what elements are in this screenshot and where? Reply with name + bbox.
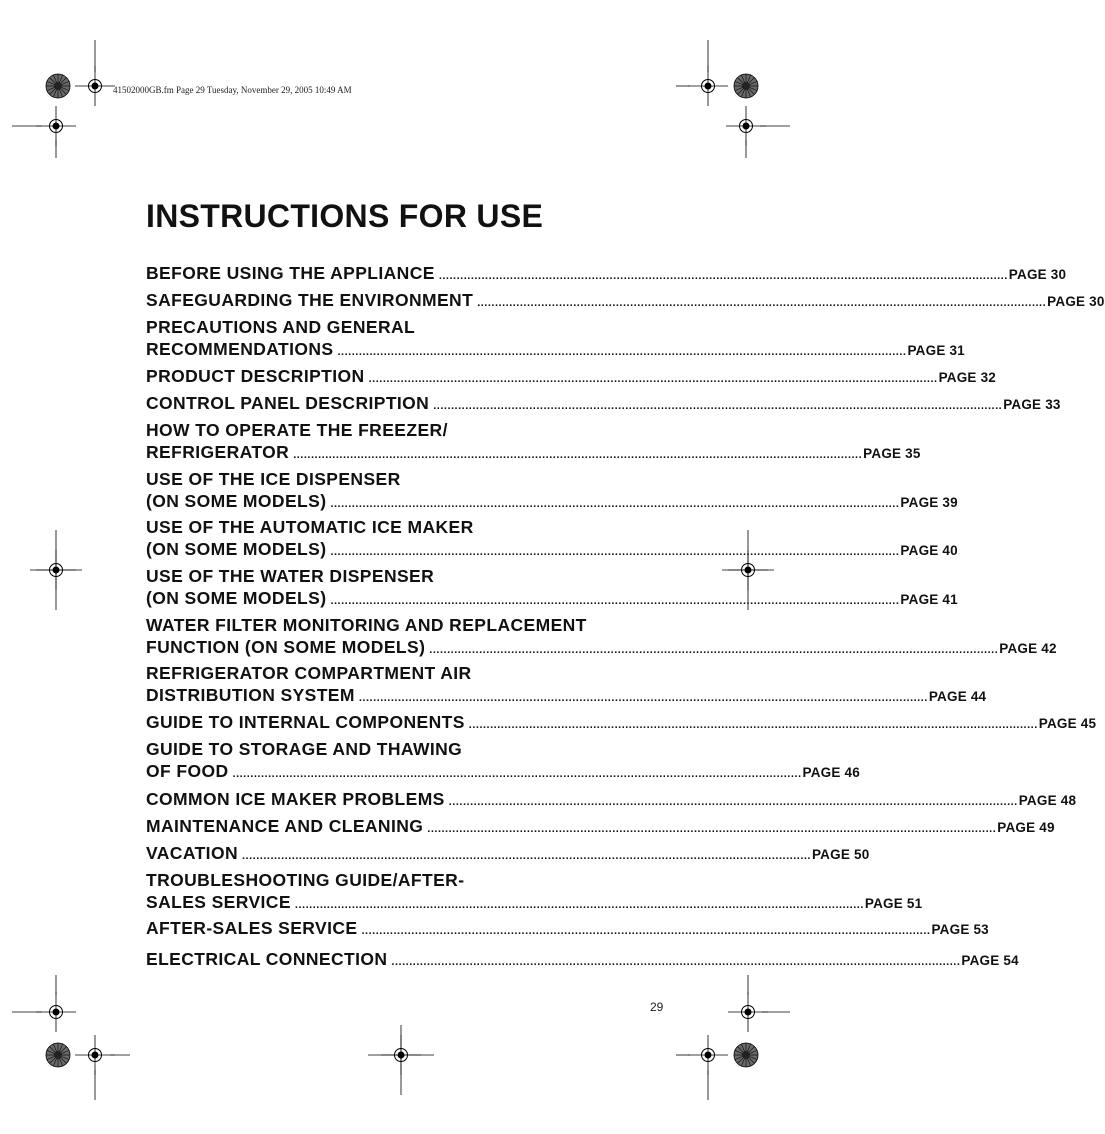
color-target-top-right: [734, 74, 758, 98]
toc-entry-page: PAGE 33: [1003, 397, 1061, 412]
toc-entry-page: PAGE 46: [802, 765, 860, 780]
toc-entry-title: PRODUCT DESCRIPTION: [146, 366, 365, 386]
toc-entry-page: PAGE 48: [1018, 793, 1077, 808]
toc-entry-page: PAGE 45: [1038, 716, 1097, 731]
dot-leader: ................................................................................................................................................................: [438, 270, 1008, 282]
dot-leader: ................................................................................................................................................................: [429, 644, 999, 656]
dot-leader: ................................................................................................................................................................: [330, 595, 900, 607]
toc-entry-title: (ON SOME MODELS): [146, 588, 327, 608]
toc-entry-title: SAFEGUARDING THE ENVIRONMENT: [146, 290, 474, 310]
toc-entry: [146, 289, 1105, 314]
dot-leader: ................................................................................................................................................................: [391, 956, 961, 968]
color-target-bottom-left: [46, 1043, 70, 1067]
registration-mark: [688, 1035, 728, 1075]
toc-entry-page: PAGE 53: [931, 922, 989, 937]
toc-entry-page: PAGE 49: [997, 820, 1055, 835]
toc-entry-title: ELECTRICAL CONNECTION: [146, 949, 388, 969]
toc-entry: [146, 842, 870, 867]
dot-leader: ................................................................................................................................................................: [293, 449, 863, 461]
toc-entry: [146, 917, 989, 942]
toc-entry-page: PAGE 54: [961, 953, 1019, 968]
toc-entry: [146, 614, 1057, 661]
dot-leader: ................................................................................................................................................................: [330, 546, 900, 558]
toc-entry-title: OF FOOD: [146, 761, 229, 781]
dot-leader: ................................................................................................................................................................: [448, 796, 1018, 808]
toc-entry: [146, 516, 958, 563]
toc-entry: [146, 468, 958, 515]
toc-entry-page: PAGE 32: [938, 370, 997, 385]
toc-entry-page: PAGE 30: [1047, 294, 1105, 309]
color-target-bottom-right: [734, 1043, 758, 1067]
page-number: 29: [650, 1000, 664, 1014]
toc-entry-title: (ON SOME MODELS): [146, 539, 327, 559]
dot-leader: ................................................................................................................................................................: [294, 899, 864, 911]
toc-entry-title-line1: PRECAUTIONS AND GENERAL: [146, 317, 416, 337]
toc-entry: [146, 711, 1097, 736]
toc-entry-title-line1: WATER FILTER MONITORING AND REPLACEMENT: [146, 615, 587, 635]
dot-leader: ................................................................................................................................................................: [368, 373, 938, 385]
toc-entry-title-line1: TROUBLESHOOTING GUIDE/AFTER-: [146, 870, 465, 890]
dot-leader: ................................................................................................................................................................: [468, 719, 1038, 731]
toc-entry-title-line1: REFRIGERATOR COMPARTMENT AIR: [146, 663, 472, 683]
toc-entry-title-line1: USE OF THE ICE DISPENSER: [146, 469, 401, 489]
toc-entry: [146, 662, 987, 709]
dot-leader: ................................................................................................................................................................: [427, 823, 997, 835]
toc-entry: [146, 788, 1077, 813]
dot-leader: ................................................................................................................................................................: [433, 400, 1003, 412]
dot-leader: ................................................................................................................................................................: [358, 692, 928, 704]
color-target-top-left: [46, 74, 70, 98]
registration-mark: [75, 1035, 115, 1075]
toc-entry-title-line1: HOW TO OPERATE THE FREEZER/: [146, 420, 448, 440]
dot-leader: ................................................................................................................................................................: [477, 297, 1047, 309]
toc-entry: [146, 738, 860, 785]
toc-entry-title: COMMON ICE MAKER PROBLEMS: [146, 789, 445, 809]
toc-entry: [146, 869, 923, 916]
toc-entry-page: PAGE 41: [900, 592, 958, 607]
toc-entry-title: BEFORE USING THE APPLIANCE: [146, 263, 435, 283]
toc-entry-title: GUIDE TO INTERNAL COMPONENTS: [146, 712, 465, 732]
toc-entry-title: (ON SOME MODELS): [146, 491, 327, 511]
toc-entry-title-line1: USE OF THE WATER DISPENSER: [146, 566, 435, 586]
dot-leader: ................................................................................................................................................................: [242, 850, 811, 862]
dot-leader: ................................................................................................................................................................: [337, 346, 907, 358]
toc-entry-title-line1: GUIDE TO STORAGE AND THAWING: [146, 739, 463, 759]
toc-entry-title: REFRIGERATOR: [146, 442, 290, 462]
toc-entry-title: AFTER-SALES SERVICE: [146, 918, 358, 938]
toc-entry-title: DISTRIBUTION SYSTEM: [146, 685, 355, 705]
toc-entry: [146, 565, 958, 612]
toc-entry-page: PAGE 40: [900, 543, 958, 558]
toc-entry: [146, 815, 1055, 840]
toc-entry: [146, 262, 1067, 287]
toc-entry-page: PAGE 51: [864, 896, 923, 911]
page-title: INSTRUCTIONS FOR USE: [146, 198, 544, 234]
toc-entry-page: PAGE 39: [900, 495, 958, 510]
toc-entry-title: RECOMMENDATIONS: [146, 339, 334, 359]
toc-entry: [146, 948, 1019, 973]
file-info-header: 41502000GB.fm Page 29 Tuesday, November 29, 2005 10:49 AM: [113, 85, 352, 95]
toc-entry-page: PAGE 35: [863, 446, 921, 461]
toc-entry-title: VACATION: [146, 843, 238, 863]
toc-entry-title: FUNCTION (ON SOME MODELS): [146, 637, 426, 657]
dot-leader: ................................................................................................................................................................: [232, 768, 802, 780]
toc-entry-page: PAGE 31: [907, 343, 965, 358]
toc-entry-page: PAGE 50: [811, 847, 870, 862]
toc-entry-page: PAGE 42: [999, 641, 1057, 656]
toc-entry-title-line1: USE OF THE AUTOMATIC ICE MAKER: [146, 517, 474, 537]
toc-entry: [146, 392, 1061, 417]
dot-leader: ................................................................................................................................................................: [361, 925, 931, 937]
toc-entry-title: SALES SERVICE: [146, 892, 291, 912]
toc-entry-page: PAGE 44: [928, 689, 987, 704]
toc-entry: [146, 419, 921, 466]
dot-leader: ................................................................................................................................................................: [330, 498, 900, 510]
toc-entry: [146, 316, 965, 363]
toc-entry: [146, 365, 997, 390]
toc-entry-page: PAGE 30: [1008, 267, 1067, 282]
toc-entry-title: CONTROL PANEL DESCRIPTION: [146, 393, 430, 413]
toc-entry-title: MAINTENANCE AND CLEANING: [146, 816, 424, 836]
